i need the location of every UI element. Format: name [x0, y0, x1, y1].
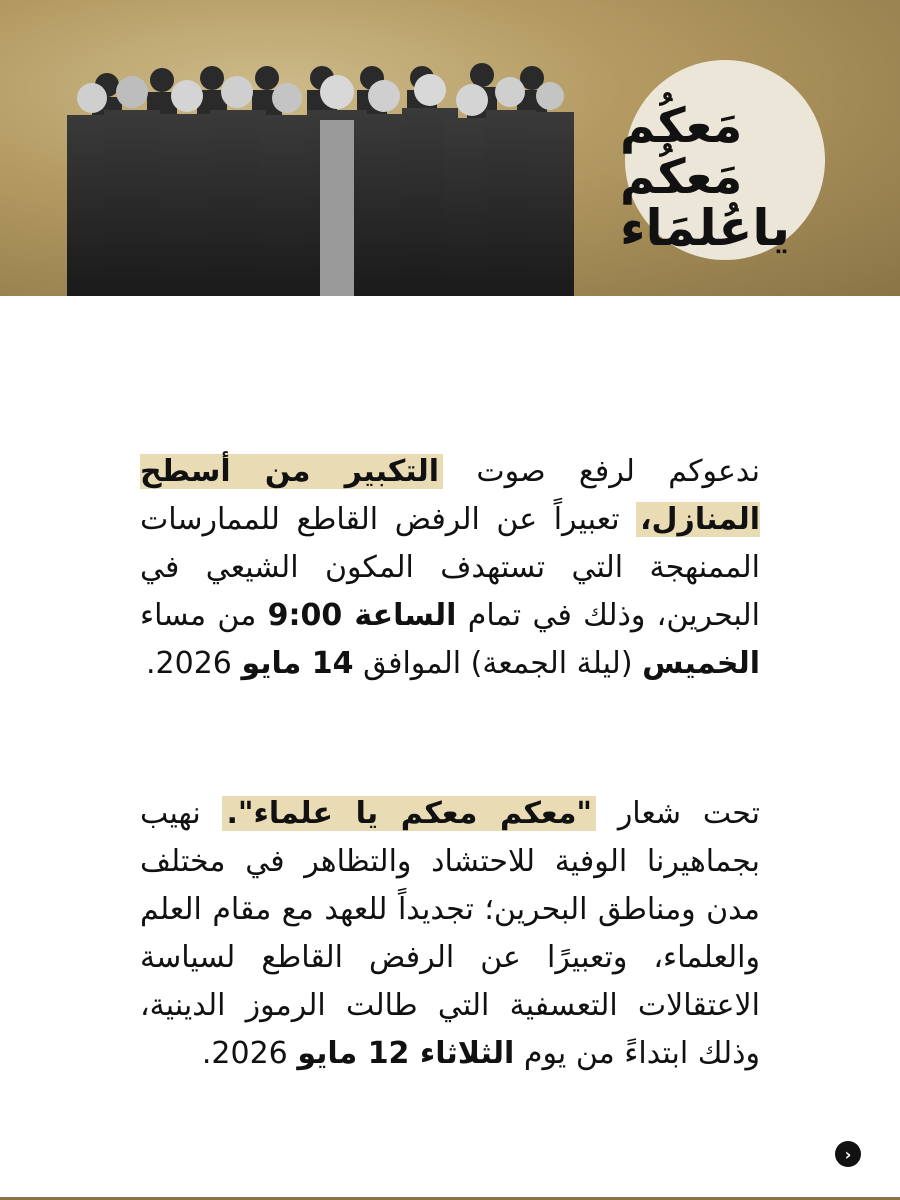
- p1-text-d: 2026.: [145, 646, 242, 681]
- campaign-logo: [620, 78, 840, 278]
- p1-text-b: من مساء: [140, 598, 268, 633]
- p1-text-c: (ليلة الجمعة) الموافق: [353, 646, 643, 681]
- announcement-paragraph-2: [140, 790, 760, 1078]
- next-button[interactable]: [835, 1141, 861, 1167]
- logo-line-2: مَعكُم: [620, 148, 743, 205]
- p2-day: الثلاثاء 12 مايو: [297, 1036, 515, 1071]
- announcement-paragraph-1: [140, 448, 760, 688]
- p2-highlight: "معكم معكم يا علماء".: [222, 796, 596, 831]
- header-banner: [0, 0, 900, 296]
- p2-text-a: نهيب بجماهيرنا الوفية للاحتشاد والتظاهر في مختلف مدن ومناطق البحرين؛ تجديداً للعهد مع مقام العلم والعلماء، وتعبيرًا عن الرفض القاطع لسياسة الاعتقالات التعسفية التي طالت الرموز الدينية، وذلك ابتداءً من يوم: [140, 796, 760, 1071]
- p1-time: الساعة 9:00: [267, 598, 457, 633]
- chevron-right-icon: ›: [844, 1144, 852, 1164]
- scholars-group-image: [62, 60, 582, 296]
- logo-line-1: مَعكُم: [620, 98, 743, 155]
- p1-day: الخميس: [642, 646, 760, 681]
- p1-intro: ندعوكم لرفع صوت: [443, 454, 760, 489]
- p2-intro: تحت شعار: [596, 796, 760, 831]
- p1-highlight: التكبير من أسطح المنازل،: [140, 454, 760, 537]
- logo-line-3: ياعُلمَاء: [620, 199, 790, 258]
- p1-text-a: تعبيراً عن الرفض القاطع للممارسات الممنهجة التي تستهدف المكون الشيعي في البحرين، وذلك في تمام: [140, 502, 760, 633]
- p2-text-b: 2026.: [201, 1036, 298, 1071]
- p1-date: 14 مايو: [241, 646, 354, 681]
